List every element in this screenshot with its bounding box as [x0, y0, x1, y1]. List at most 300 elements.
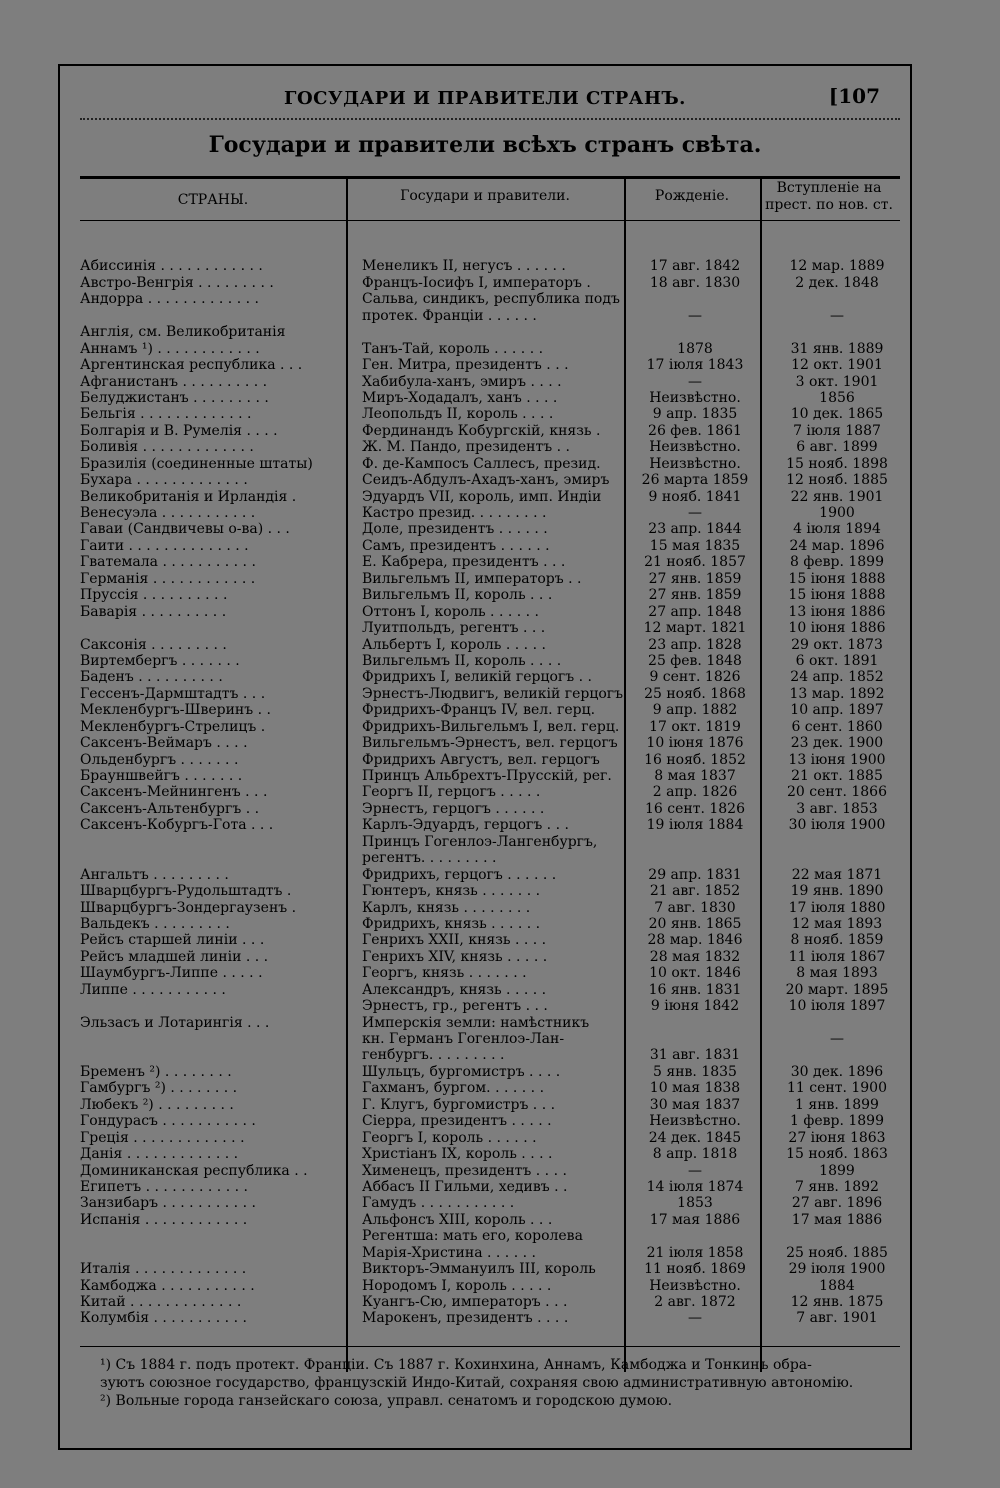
birth-cell: 9 апр. 1882	[652, 702, 738, 719]
table-row	[80, 1294, 902, 1310]
ruler-cell: Ж. М. Пандо, президентъ . .	[362, 439, 570, 456]
accession-cell: 1899	[819, 1162, 855, 1179]
ruler-cell: Марія-Христина . . . . . .	[362, 1244, 536, 1261]
table-row	[80, 374, 902, 390]
table-row	[80, 998, 902, 1014]
table-row	[80, 505, 902, 521]
country-cell: Мекленбургъ-Шверинъ . .	[80, 702, 271, 719]
birth-cell: Неизвѣстно.	[649, 1277, 741, 1294]
birth-cell: 27 апр. 1848	[648, 603, 742, 620]
birth-cell: 15 мая 1835	[649, 537, 741, 554]
ruler-cell: Доле, президентъ . . . . . .	[362, 521, 548, 538]
table-row	[80, 489, 902, 505]
accession-cell: 29 окт. 1873	[791, 636, 883, 653]
ruler-cell: Леопольдъ II, король . . . .	[362, 406, 554, 423]
accession-cell: 15 нояб. 1863	[786, 1146, 888, 1163]
birth-cell: —	[688, 373, 702, 390]
ruler-cell: Альбертъ I, король . . . . .	[362, 636, 546, 653]
birth-cell: 26 марта 1859	[641, 472, 749, 489]
accession-cell: 13 іюня 1886	[788, 603, 886, 620]
table-row	[80, 965, 902, 981]
accession-cell: 10 іюня 1886	[788, 620, 886, 637]
accession-cell: 8 нояб. 1859	[790, 932, 884, 949]
ruler-cell: Эдуардъ VII, король, имп. Индіи	[362, 488, 602, 505]
country-cell: Виртембергъ . . . . . . .	[80, 652, 240, 669]
birth-cell: 17 окт. 1819	[649, 718, 741, 735]
country-cell: Бременъ ²) . . . . . . . .	[80, 1063, 232, 1080]
birth-cell: 19 іюля 1884	[646, 817, 744, 834]
table-row	[80, 702, 902, 718]
country-cell: Саксенъ-Кобургъ-Гота . . .	[80, 817, 274, 834]
country-cell: Рейсъ старшей линіи . . .	[80, 932, 265, 949]
ruler-cell: Георгъ II, герцогъ . . . . .	[362, 784, 541, 801]
table-row	[80, 1163, 902, 1179]
birth-cell: 28 мая 1832	[649, 948, 741, 965]
accession-cell: 27 іюня 1863	[788, 1129, 886, 1146]
accession-cell: 31 янв. 1889	[790, 340, 884, 357]
table-row	[80, 834, 902, 850]
birth-cell: —	[688, 1162, 702, 1179]
birth-cell: 16 нояб. 1852	[644, 751, 746, 768]
ruler-cell: Фридрихъ, князь . . . . . .	[362, 915, 541, 932]
accession-cell: 19 янв. 1890	[790, 883, 884, 900]
birth-cell: 9 сент. 1826	[649, 669, 741, 686]
table-row	[80, 538, 902, 554]
ruler-cell: Вильгельмъ II, король . . . .	[362, 652, 562, 669]
table-row	[80, 472, 902, 488]
ruler-cell: Е. Кабрера, президентъ . . .	[362, 554, 566, 571]
ruler-cell: Гамудъ . . . . . . . . . . .	[362, 1195, 515, 1212]
country-cell: Гамбургъ ²) . . . . . . . .	[80, 1080, 238, 1097]
birth-cell: 28 мар. 1846	[647, 932, 743, 949]
footnote-2: ²) Вольные города ганзейскаго союза, управл. сенатомъ и городскою думою.	[100, 1393, 673, 1409]
ruler-cell: Фридрихъ, герцогъ . . . . . .	[362, 866, 557, 883]
country-cell: Колумбія . . . . . . . . . . .	[80, 1310, 247, 1327]
ruler-cell: Генрихъ XXII, князь . . . .	[362, 932, 547, 949]
table-row	[80, 1179, 902, 1195]
accession-cell: 25 нояб. 1885	[786, 1244, 888, 1261]
birth-cell: 7 авг. 1830	[654, 899, 736, 916]
birth-cell: 17 іюля 1843	[646, 357, 744, 374]
table-row	[80, 949, 902, 965]
ruler-cell: Оттонъ I, король . . . . . .	[362, 603, 540, 620]
table-row	[80, 406, 902, 422]
country-cell: Аргентинская республика . . .	[80, 357, 303, 374]
birth-cell: 10 іюня 1876	[646, 735, 744, 752]
ruler-cell: Аббасъ II Гильми, хедивъ . .	[362, 1178, 568, 1195]
birth-cell: 17 мая 1886	[649, 1211, 741, 1228]
ruler-cell: Ф. де-Кампосъ Саллесъ, презид.	[362, 455, 601, 472]
country-cell: Гондурасъ . . . . . . . . . . .	[80, 1113, 256, 1130]
birth-cell: —	[688, 1310, 702, 1327]
country-cell: Липпе . . . . . . . . . . .	[80, 981, 226, 998]
table-row	[80, 768, 902, 784]
ruler-cell: Христіанъ IX, король . . . .	[362, 1146, 553, 1163]
country-cell: Шаумбургъ-Липпе . . . . .	[80, 965, 263, 982]
table-row	[80, 1228, 902, 1244]
accession-cell: 17 іюля 1880	[788, 899, 886, 916]
table-row	[80, 686, 902, 702]
table-row	[80, 1245, 902, 1261]
table-row	[80, 1195, 902, 1211]
ruler-cell: Фридрихъ-Вильгельмъ I, вел. герц.	[362, 718, 620, 735]
accession-cell: 12 мар. 1889	[789, 258, 885, 275]
ruler-cell: Сальва, синдикъ, республика подъ	[362, 291, 620, 308]
birth-cell: —	[688, 307, 702, 324]
birth-cell: 21 авг. 1852	[649, 883, 741, 900]
ruler-cell: Нородомъ I, король . . . . .	[362, 1277, 552, 1294]
country-cell: Данія . . . . . . . . . . . . .	[80, 1146, 239, 1163]
table-row	[80, 784, 902, 800]
accession-cell: 1 янв. 1899	[795, 1096, 879, 1113]
birth-cell: 17 авг. 1842	[649, 258, 741, 275]
birth-cell: 10 мая 1838	[649, 1080, 741, 1097]
accession-cell: 12 окт. 1901	[791, 357, 883, 374]
country-cell: Саксенъ-Альтенбургъ . .	[80, 800, 260, 817]
ruler-cell: регентъ. . . . . . . . .	[362, 850, 497, 867]
footnote-1: ¹) Съ 1884 г. подъ протект. Франціи. Съ 1887 г. Кохинхина, Аннамъ, Камбоджа и Тонкинъ обра-	[100, 1357, 812, 1373]
ruler-cell: Самъ, президентъ . . . . . .	[362, 537, 550, 554]
table-row	[80, 571, 902, 587]
birth-cell: Неизвѣстно.	[649, 1113, 741, 1130]
ruler-cell: Викторъ-Эммануилъ III, король	[362, 1261, 596, 1278]
accession-cell: 7 янв. 1892	[795, 1178, 879, 1195]
table-row	[80, 817, 902, 833]
birth-cell: 27 янв. 1859	[648, 587, 742, 604]
table-row	[80, 1080, 902, 1096]
table-row	[80, 752, 902, 768]
ruler-cell: Миръ-Ходадалъ, ханъ . . . .	[362, 389, 558, 406]
ruler-cell: Александръ, князь . . . . .	[362, 981, 547, 998]
ruler-cell: Куангъ-Сю, императоръ . . .	[362, 1294, 568, 1310]
ornamental-rule	[80, 118, 900, 120]
country-cell: Бразилія (соединенные штаты)	[80, 455, 313, 472]
ruler-cell: Шульцъ, бургомистръ . . . .	[362, 1063, 561, 1080]
accession-cell: 1 февр. 1899	[790, 1113, 884, 1130]
birth-cell: 9 іюня 1842	[650, 998, 740, 1015]
table-row	[80, 850, 902, 866]
country-cell: Ольденбургъ . . . . . . .	[80, 751, 239, 768]
ruler-cell: Вильгельмъ-Эрнестъ, вел. герцогъ	[362, 735, 618, 752]
country-cell: Англія, см. Великобританія	[80, 324, 286, 341]
birth-cell: 1878	[677, 340, 713, 357]
page-number: [107	[828, 84, 880, 108]
birth-cell: 16 янв. 1831	[648, 981, 742, 998]
table-row	[80, 801, 902, 817]
ruler-cell: Гахманъ, бургом. . . . . . .	[362, 1080, 545, 1097]
country-cell: Рейсъ младшей линіи . . .	[80, 948, 269, 965]
country-cell: Гаваи (Сандвичевы о-ва) . . .	[80, 521, 290, 538]
birth-cell: 8 мая 1837	[654, 768, 736, 784]
running-title: ГОСУДАРИ И ПРАВИТЕЛИ СТРАНЪ.	[284, 88, 686, 109]
accession-cell: 24 апр. 1852	[790, 669, 884, 686]
table-row	[80, 1031, 902, 1047]
table-row	[80, 932, 902, 948]
ruler-cell: Георгъ I, король . . . . . .	[362, 1129, 537, 1146]
birth-cell: 25 фев. 1848	[648, 652, 742, 669]
table-row	[80, 900, 902, 916]
country-cell: Италія . . . . . . . . . . . . .	[80, 1261, 247, 1278]
country-cell: Саксенъ-Веймаръ . . . .	[80, 735, 248, 752]
country-cell: Камбоджа . . . . . . . . . . .	[80, 1277, 255, 1294]
country-cell: Китай . . . . . . . . . . . . .	[80, 1294, 242, 1310]
birth-cell: —	[688, 505, 702, 521]
table-row	[80, 1310, 902, 1326]
country-cell: Баварія . . . . . . . . . .	[80, 603, 227, 620]
table-row	[80, 1047, 902, 1063]
accession-cell: 10 апр. 1897	[790, 702, 884, 719]
accession-cell: 11 іюля 1867	[788, 948, 886, 965]
table-row	[80, 604, 902, 620]
accession-cell: —	[830, 307, 844, 324]
ruler-cell: Генрихъ XIV, князь . . . . .	[362, 948, 548, 965]
birth-cell: Неизвѣстно.	[649, 455, 741, 472]
accession-cell: 11 сент. 1900	[787, 1080, 887, 1097]
birth-cell: 1853	[677, 1195, 713, 1212]
country-cell: Доминиканская республика . .	[80, 1162, 308, 1179]
table-row	[80, 637, 902, 653]
table-row	[80, 916, 902, 932]
country-cell: Египетъ . . . . . . . . . . . .	[80, 1178, 248, 1195]
country-cell: Абиссинія . . . . . . . . . . . .	[80, 258, 263, 275]
accession-cell: 30 дек. 1896	[790, 1063, 884, 1080]
accession-cell: 6 окт. 1891	[795, 652, 879, 669]
birth-cell: 23 апр. 1828	[648, 636, 742, 653]
country-cell: Саксонія . . . . . . . . .	[80, 636, 227, 653]
accession-cell: 27 авг. 1896	[791, 1195, 883, 1212]
ruler-cell: протек. Франціи . . . . . .	[362, 307, 537, 324]
country-cell: Гватемала . . . . . . . . . . .	[80, 554, 256, 571]
accession-cell: 1856	[819, 389, 855, 406]
column-header-rulers: Государи и правители.	[400, 188, 570, 204]
country-cell: Любекъ ²) . . . . . . . . .	[80, 1096, 234, 1113]
table-row	[80, 867, 902, 883]
table-row	[80, 521, 902, 537]
table-row	[80, 1278, 902, 1294]
table-row	[80, 554, 902, 570]
accession-cell: 29 іюля 1900	[788, 1261, 886, 1278]
accession-cell: —	[830, 1031, 844, 1047]
table-row	[80, 291, 902, 307]
country-cell: Испанія . . . . . . . . . . . .	[80, 1211, 248, 1228]
country-cell: Белуджистанъ . . . . . . . . .	[80, 389, 269, 406]
table-row	[80, 258, 902, 274]
accession-cell: 8 февр. 1899	[790, 554, 884, 571]
country-cell: Вальдекъ . . . . . . . . .	[80, 915, 230, 932]
accession-cell: 4 іюля 1894	[793, 521, 881, 538]
ruler-cell: Эрнестъ, гр., регентъ . . .	[362, 998, 548, 1015]
ruler-cell: Танъ-Тай, король . . . . . .	[362, 340, 544, 357]
page-frame	[58, 64, 912, 1450]
country-cell: Австро-Венгрія . . . . . . . . .	[80, 274, 274, 291]
table-row	[80, 357, 902, 373]
accession-cell: 12 янв. 1875	[790, 1294, 884, 1310]
accession-cell: 10 дек. 1865	[790, 406, 884, 423]
birth-cell: 25 нояб. 1868	[644, 685, 746, 702]
table-row	[80, 982, 902, 998]
country-cell: Андорра . . . . . . . . . . . . .	[80, 291, 259, 308]
country-cell: Саксенъ-Мейнингенъ . . .	[80, 784, 268, 801]
ruler-cell: кн. Германъ Гогенлоэ-Лан-	[362, 1031, 565, 1047]
country-cell: Шварцбургъ-Зондергаузенъ .	[80, 899, 297, 916]
country-cell: Бухара . . . . . . . . . . . . .	[80, 472, 248, 489]
table-row	[80, 735, 902, 751]
column-header-birth: Рожденіе.	[654, 188, 730, 204]
table-row	[80, 1146, 902, 1162]
country-cell: Аннамъ ¹) . . . . . . . . . . . .	[80, 340, 260, 357]
accession-cell: 12 мая 1893	[791, 915, 883, 932]
birth-cell: 16 сент. 1826	[645, 800, 745, 817]
ruler-cell: Менеликъ II, негусъ . . . . . .	[362, 258, 566, 275]
ruler-cell: Марокенъ, президентъ . . . .	[362, 1310, 569, 1327]
ruler-cell: Францъ-Іосифъ I, императоръ .	[362, 274, 591, 291]
birth-cell: Неизвѣстно.	[649, 439, 741, 456]
ruler-cell: Фердинандъ Кобургскій, князь .	[362, 422, 601, 439]
birth-cell: 31 авг. 1831	[649, 1047, 741, 1064]
accession-cell: 1900	[819, 505, 855, 521]
birth-cell: 26 фев. 1861	[648, 422, 742, 439]
country-cell: Болгарія и В. Румелія . . . .	[80, 422, 278, 439]
accession-cell: 6 сент. 1860	[791, 718, 883, 735]
birth-cell: 27 янв. 1859	[648, 570, 742, 587]
country-cell: Пруссія . . . . . . . . . .	[80, 587, 228, 604]
country-cell: Боливія . . . . . . . . . . . . .	[80, 439, 254, 456]
table-row	[80, 620, 902, 636]
accession-cell: 3 авг. 1853	[796, 800, 878, 817]
ruler-cell: Сіерра, президентъ . . . . .	[362, 1113, 552, 1130]
ruler-cell: Эрнестъ, герцогъ . . . . . .	[362, 800, 545, 817]
accession-cell: 12 нояб. 1885	[786, 472, 888, 489]
table-row	[80, 242, 902, 258]
ruler-cell: Фридрихъ-Францъ IV, вел. герц.	[362, 702, 596, 719]
ruler-cell: Альфонсъ XIII, король . . .	[362, 1211, 553, 1228]
birth-cell: 9 нояб. 1841	[648, 488, 742, 505]
accession-cell: 24 мар. 1896	[789, 537, 885, 554]
accession-cell: 2 дек. 1848	[795, 274, 879, 291]
table-row	[80, 719, 902, 735]
table-row	[80, 587, 902, 603]
ruler-cell: Вильгельмъ II, король . . .	[362, 587, 553, 604]
table-row	[80, 423, 902, 439]
table-row	[80, 883, 902, 899]
footnote-1-continued: зуютъ союзное государство, французскій Индо-Китай, сохраняя свою административную автономію.	[100, 1375, 854, 1391]
table-row	[80, 1097, 902, 1113]
country-cell: Великобританія и Ирландія .	[80, 488, 297, 505]
accession-cell: 7 авг. 1901	[796, 1310, 878, 1327]
birth-cell: 2 авг. 1872	[654, 1294, 736, 1310]
country-cell: Венесуэла . . . . . . . . . . .	[80, 505, 256, 521]
birth-cell: 30 мая 1837	[649, 1096, 741, 1113]
accession-cell: 22 мая 1871	[791, 866, 883, 883]
ruler-cell: Хабибула-ханъ, эмиръ . . . .	[362, 373, 562, 390]
accession-cell: 15 іюня 1888	[788, 570, 886, 587]
accession-cell: 21 окт. 1885	[791, 768, 883, 784]
birth-cell: 9 апр. 1835	[652, 406, 738, 423]
accession-cell: 13 мар. 1892	[789, 685, 885, 702]
country-cell: Ангальтъ . . . . . . . . .	[80, 866, 229, 883]
birth-cell: 24 дек. 1845	[648, 1129, 742, 1146]
table-row	[80, 1212, 902, 1228]
ruler-cell: Ген. Митра, президентъ . . .	[362, 357, 569, 374]
ruler-cell: Принцъ Альбрехтъ-Прусскій, рег.	[362, 768, 612, 784]
table-row	[80, 1130, 902, 1146]
ruler-cell: Эрнестъ-Людвигъ, великій герцогъ	[362, 685, 624, 702]
table-row	[80, 341, 902, 357]
ruler-cell: Кастро презид. . . . . . . . .	[362, 505, 547, 521]
table-top-rule	[80, 176, 900, 179]
column-header-accession: Вступленіе на прест. по нов. ст.	[765, 180, 893, 213]
ruler-cell: Имперскія земли: намѣстникъ	[362, 1014, 590, 1031]
ruler-cell: Вильгельмъ II, императоръ . .	[362, 570, 582, 587]
birth-cell: 8 апр. 1818	[652, 1146, 738, 1163]
birth-cell: 29 апр. 1831	[648, 866, 742, 883]
country-cell: Греція . . . . . . . . . . . . .	[80, 1129, 245, 1146]
birth-cell: 10 окт. 1846	[649, 965, 741, 982]
ruler-cell: Регентша: мать его, королева	[362, 1228, 583, 1245]
country-cell: Шварцбургъ-Рудольштадтъ .	[80, 883, 292, 900]
table-row	[80, 1261, 902, 1277]
table-row	[80, 390, 902, 406]
country-cell: Баденъ . . . . . . . . . .	[80, 669, 223, 686]
table-row	[80, 1113, 902, 1129]
rulers-table	[80, 242, 902, 1327]
birth-cell: 14 іюля 1874	[646, 1178, 744, 1195]
table-row	[80, 275, 902, 291]
accession-cell: 3 окт. 1901	[795, 373, 879, 390]
birth-cell: 11 нояб. 1869	[644, 1261, 746, 1278]
table-row	[80, 1015, 902, 1031]
table-row	[80, 456, 902, 472]
accession-cell: 7 іюля 1887	[793, 422, 881, 439]
ruler-cell: Карлъ-Эдуардъ, герцогъ . . .	[362, 817, 569, 834]
birth-cell: 21 нояб. 1857	[644, 554, 746, 571]
accession-cell: 22 янв. 1901	[790, 488, 884, 505]
footnotes	[100, 1356, 890, 1410]
birth-cell: 21 іюля 1858	[646, 1244, 744, 1261]
accession-cell: 17 мая 1886	[791, 1211, 883, 1228]
ruler-cell: Луитпольдъ, регентъ . . .	[362, 620, 546, 637]
column-header-countries: СТРАНЫ.	[177, 192, 249, 208]
birth-cell: 12 март. 1821	[643, 620, 747, 637]
birth-cell: Неизвѣстно.	[649, 389, 741, 406]
country-cell: Гаити . . . . . . . . . . . . . .	[80, 537, 249, 554]
ruler-cell: Фридрихъ Августъ, вел. герцогъ	[362, 751, 600, 768]
accession-cell: 10 іюля 1897	[788, 998, 886, 1015]
birth-cell: 20 янв. 1865	[648, 915, 742, 932]
ruler-cell: Принцъ Гогенлоэ-Лангенбургъ,	[362, 833, 598, 850]
accession-cell: 20 март. 1895	[785, 981, 889, 998]
page-title: Государи и правители всѣхъ странъ свѣта.	[208, 132, 762, 158]
table-header-rule	[80, 220, 900, 221]
birth-cell: 18 авг. 1830	[649, 274, 741, 291]
table-row	[80, 669, 902, 685]
country-cell: Занзибаръ . . . . . . . . . . .	[80, 1195, 256, 1212]
footnote-rule	[80, 1346, 900, 1347]
accession-cell: 15 нояб. 1898	[786, 455, 888, 472]
table-row	[80, 653, 902, 669]
accession-cell: 6 авг. 1899	[796, 439, 878, 456]
accession-cell: 23 дек. 1900	[790, 735, 884, 752]
table-row	[80, 439, 902, 455]
birth-cell: 23 апр. 1844	[648, 521, 742, 538]
ruler-cell: Сеидъ-Абдулъ-Ахадъ-ханъ, эмиръ	[362, 472, 610, 489]
accession-cell: 30 іюля 1900	[788, 817, 886, 834]
table-row	[80, 1064, 902, 1080]
ruler-cell: Фридрихъ I, великій герцогъ . .	[362, 669, 592, 686]
accession-cell: 8 мая 1893	[796, 965, 878, 982]
country-cell: Афганистанъ . . . . . . . . . .	[80, 373, 268, 390]
ruler-cell: Георгъ, князь . . . . . . .	[362, 965, 527, 982]
